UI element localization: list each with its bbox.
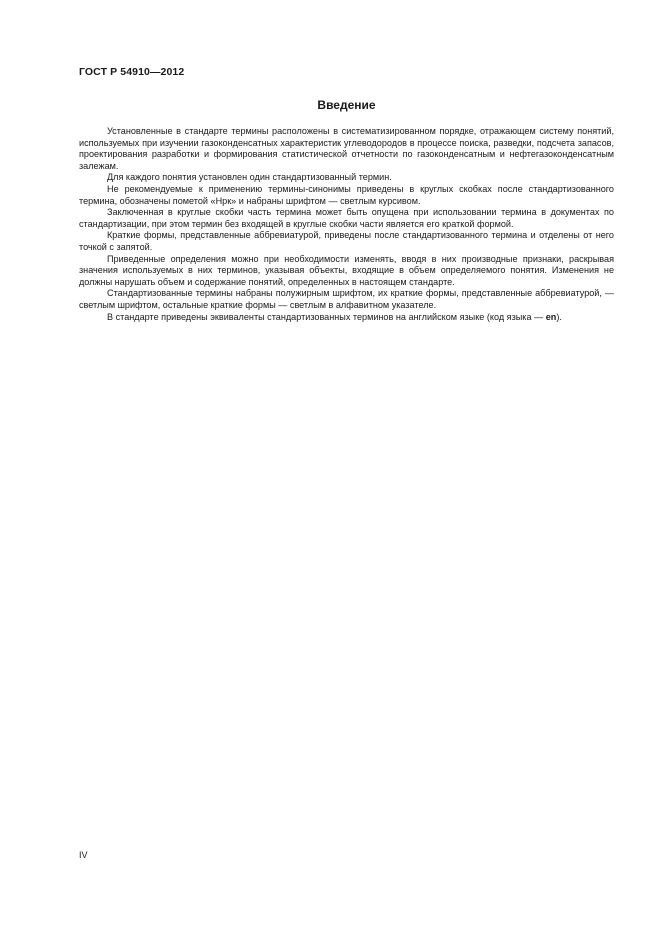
language-code: en xyxy=(545,311,557,322)
paragraph-abbreviations: Краткие формы, представленные аббревиатурой, приведены после стандартизованного термина и отделены от него точкой с запятой. xyxy=(79,230,614,252)
paragraph-synonyms: Не рекомендуемые к применению термины-синонимы приведены в круглых скобках после стандартизованного термина, обозначены пометой «Нрк» и набраны шрифтом — светлым курсивом. xyxy=(79,183,614,206)
document-code-header: ГОСТ Р 54910—2012 xyxy=(79,66,185,78)
paragraph-definitions: Приведенные определения можно при необходимости изменять, вводя в них производные признаки, раскрывая значения используемых в них терминов, указывая объекты, входящие в объем определяемого понятия. Изменения не должны нарушать объем и содержание понятий, определенных в настоящем стандарте. xyxy=(79,253,614,287)
paragraph-brackets: Заключенная в круглые скобки часть термина может быть опущена при использовании термина в документах по стандартизации, при этом термин без входящей в круглые скобки части является его краткой формой. xyxy=(79,207,614,229)
document-body xyxy=(79,126,614,323)
paragraph-fonts: Стандартизованные термины набраны полужирным шрифтом, их краткие формы, представленные аббревиатурой, — светлым шрифтом, остальные краткие формы — светлым в алфавитном указателе. xyxy=(79,288,614,310)
page-number: IV xyxy=(79,850,88,860)
english-equivalents-text: В стандарте приведены эквиваленты стандартизованных терминов на английском языке (код языка — xyxy=(107,311,546,322)
english-equivalents-end: ). xyxy=(556,311,562,322)
paragraph-one-term: Для каждого понятия установлен один стандартизованный термин. xyxy=(107,172,392,183)
section-title: Введение xyxy=(317,98,376,112)
paragraph-terms-order: Установленные в стандарте термины расположены в систематизированном порядке, отражающем систему понятий, используемых при изучении газоконденсатных характеристик углеводородов в процессе поиска, разведки, подсчета запасов, проектирования разработки и формирования статистической отчетности по газоконденсатным и нефтегазоконденсатным залежам. xyxy=(79,126,614,171)
paragraph-english-equivalents xyxy=(79,312,614,324)
